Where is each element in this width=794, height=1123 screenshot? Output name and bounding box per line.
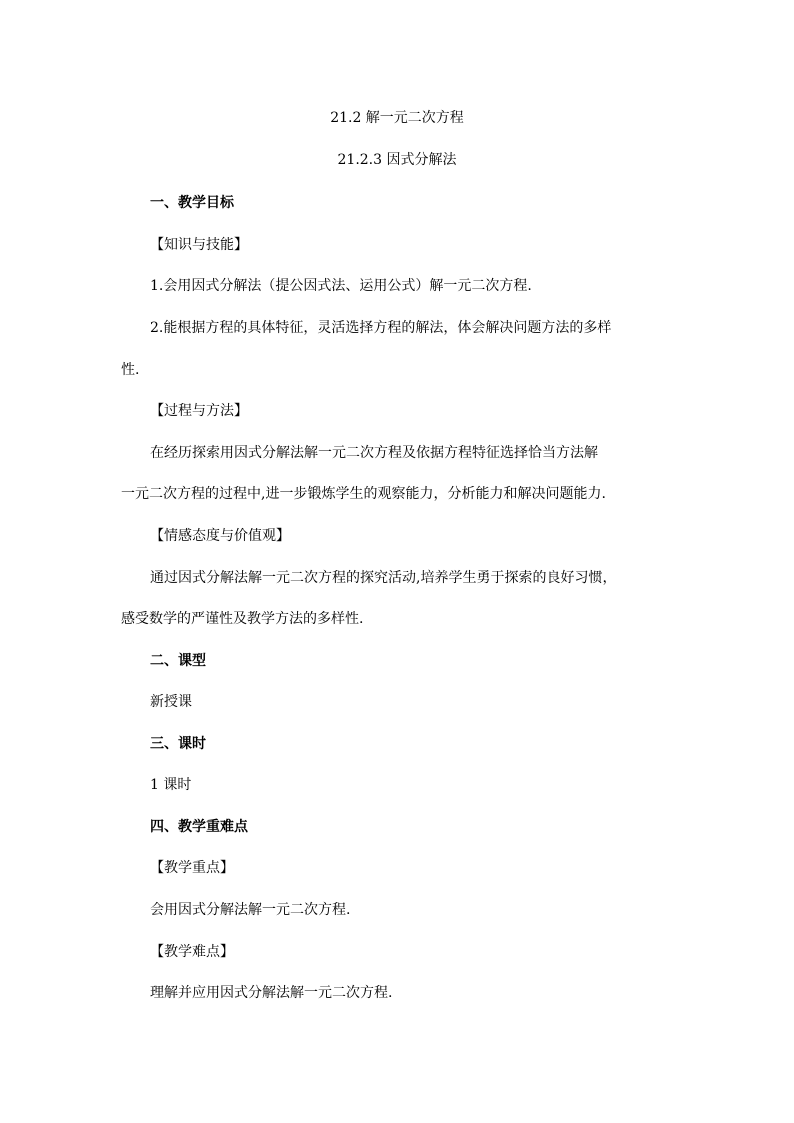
label-emotion-values: 【情感态度与价值观】 [150, 528, 290, 544]
label-knowledge-skills: 【知识与技能】 [150, 237, 248, 253]
knowledge-item-2-line-1: 2.能根据方程的具体特征，灵活选择方程的解法，体会解决问题方法的多样 [150, 320, 612, 336]
emotion-paragraph-line-2: 感受数学的严谨性及教学方法的多样性. [121, 611, 364, 627]
section-heading-key-difficult-points: 四、教学重难点 [150, 819, 248, 835]
document-title: 21.2 解一元二次方程 [330, 110, 464, 126]
document-subtitle: 21.2.3 因式分解法 [337, 152, 457, 168]
difficult-points-content: 理解并应用因式分解法解一元二次方程. [150, 985, 393, 1001]
process-paragraph-line-2: 一元二次方程的过程中,进一步锻炼学生的观察能力，分析能力和解决问题能力. [121, 486, 606, 502]
section-heading-lesson-type: 二、课型 [150, 653, 206, 669]
emotion-paragraph-line-1: 通过因式分解法解一元二次方程的探究活动,培养学生勇于探索的良好习惯， [150, 570, 617, 586]
process-paragraph-line-1: 在经历探索用因式分解法解一元二次方程及依据方程特征选择恰当方法解 [150, 445, 598, 461]
class-hours-content: 1 课时 [150, 777, 192, 793]
lesson-type-content: 新授课 [150, 694, 192, 710]
knowledge-item-1: 1.会用因式分解法（提公因式法、运用公式）解一元二次方程. [150, 278, 532, 294]
section-heading-class-hours: 三、课时 [150, 736, 206, 752]
label-key-points: 【教学重点】 [150, 860, 234, 876]
label-process-methods: 【过程与方法】 [150, 403, 248, 419]
label-difficult-points: 【教学难点】 [150, 944, 234, 960]
knowledge-item-2-line-2: 性. [121, 362, 140, 378]
section-heading-objectives: 一、教学目标 [150, 195, 234, 211]
key-points-content: 会用因式分解法解一元二次方程. [150, 902, 351, 918]
